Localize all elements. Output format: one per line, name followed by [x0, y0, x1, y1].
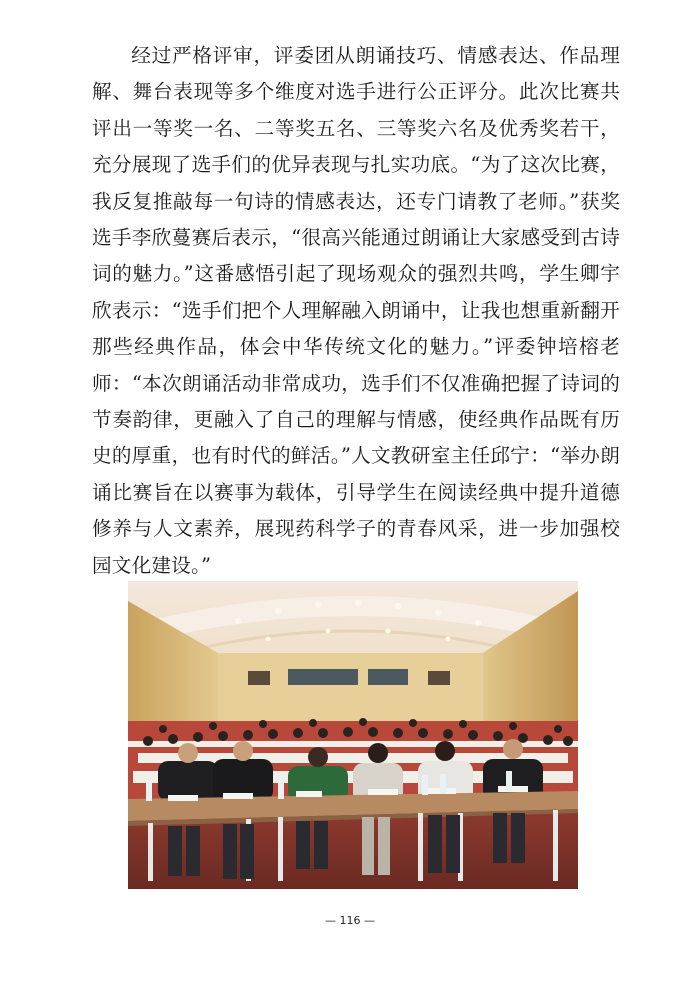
- page-number: — 116 —: [325, 914, 375, 927]
- auditorium-judges-photo: [128, 581, 578, 889]
- article-paragraph: 经过严格评审，评委团从朗诵技巧、情感表达、作品理解、舞台表现等多个维度对选手进行公正评分。此次比赛共评出一等奖一名、二等奖五名、三等奖六名及优秀奖若干，充分展现了选手们的优异表现与扎实功底。“为了这次比赛，我反复推敲每一句诗的情感表达，还专门请教了老师。”获奖选手李欣蔓赛后表示，“很高兴能通过朗诵让大家感受到古诗词的魅力。”这番感悟引起了现场观众的强烈共鸣，学生卿宇欣表示：“选手们把个人理解融入朗诵中，让我也想重新翻开那些经典作品，体会中华传统文化的魅力。”评委钟培榕老师：“本次朗诵活动非常成功，选手们不仅准确把握了诗词的节奏韵律，更融入了自己的理解与情感，使经典作品既有历史的厚重，也有时代的鲜活。”人文教研室主任邱宁：“举办朗诵比赛旨在以赛事为载体，引导学生在阅读经典中提升道德修养与人文素养，展现药科学子的青春风采，进一步加强校园文化建设。”: [92, 44, 620, 577]
